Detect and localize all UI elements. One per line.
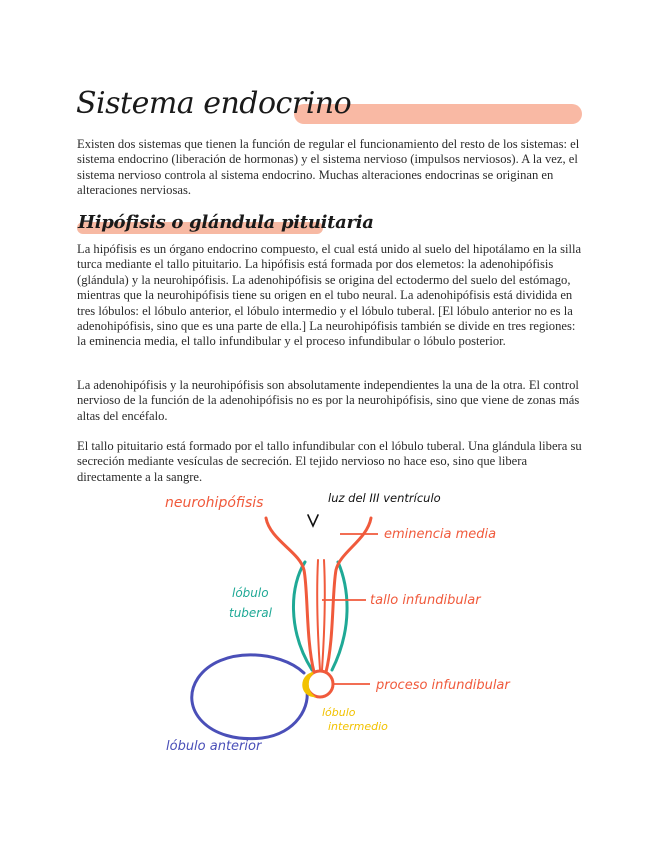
tuberal-lobe-left xyxy=(293,562,312,670)
page-title: Sistema endocrino xyxy=(76,86,352,121)
label-lobulo-intermedio-1: lóbulo xyxy=(322,706,356,719)
neurohypophysis-right-wall xyxy=(326,518,371,672)
label-lobulo-tuberal-2: tuberal xyxy=(229,606,272,620)
neurohypophysis-left-wall xyxy=(266,518,314,672)
intro-paragraph: Existen dos sistemas que tienen la función de regular el funcionamiento del resto de los sistemas: el sistema endocrino (liberación de hormonas) y el sistema nervioso (impulsos nerviosos). A la vez, el sistema nervioso controla al sistema endocrino. Muchas alteraciones endocrinas se originan en alteraciones nerviosas. xyxy=(77,137,580,198)
section-paragraph-1: La hipófisis es un órgano endocrino compuesto, el cual está unido al suelo del hipotálamo en la silla turca mediante el tallo pituitario. La hipófisis está formada por dos elemetos: la adenohipófisis (glándula) y la neurohipófisis. La adenohipófisis se origina del ectodermo del suelo del estómago, mientras que la neurohipófisis tiene su origen en el tubo neural. La adenohipófisis está dividida en tres lóbulos: el lóbulo anterior, el lóbulo intermedio y el lóbulo tuberal. [El lóbulo anterior no es la adenohipófisis, sino que es una parte de ella.] La neurohipófisis también se divide en tres regiones: la eminencia media, el tallo infundibular y el proceso infundibular o lóbulo posterior. xyxy=(77,242,582,349)
label-lobulo-tuberal-1: lóbulo xyxy=(232,586,269,600)
section-heading: Hipófisis o glándula pituitaria xyxy=(78,212,374,233)
section-paragraph-3: El tallo pituitario está formado por el tallo infundibular con el lóbulo tuberal. Una glándula libera su secreción mediante vesículas de secreción. El tejido nervioso no hace eso, sino que libera directamente a la sangre. xyxy=(77,439,582,484)
ventricle-v-mark xyxy=(308,515,318,526)
infundibular-stalk-inner xyxy=(317,560,325,670)
pituitary-diagram xyxy=(0,480,655,770)
label-proceso-infundibular: proceso infundibular xyxy=(376,678,510,693)
label-neurohipofisis: neurohipófisis xyxy=(165,495,264,511)
label-lobulo-intermedio-2: intermedio xyxy=(328,720,388,733)
label-luz-ventriculo: luz del III ventrículo xyxy=(328,491,441,505)
label-eminencia-media: eminencia media xyxy=(384,527,497,542)
label-lobulo-anterior: lóbulo anterior xyxy=(166,739,262,754)
anterior-lobe-outline xyxy=(192,655,307,739)
section-heading-block xyxy=(77,212,374,240)
section-paragraph-2: La adenohipófisis y la neurohipófisis son absolutamente independientes la una de la otra. El control nervioso de la función de la adenohipófisis no es por la neurohipófisis, sino que viene de zonas más altas del encéfalo. xyxy=(77,378,580,423)
title-block xyxy=(76,86,582,134)
label-tallo-infundibular: tallo infundibular xyxy=(370,593,481,608)
